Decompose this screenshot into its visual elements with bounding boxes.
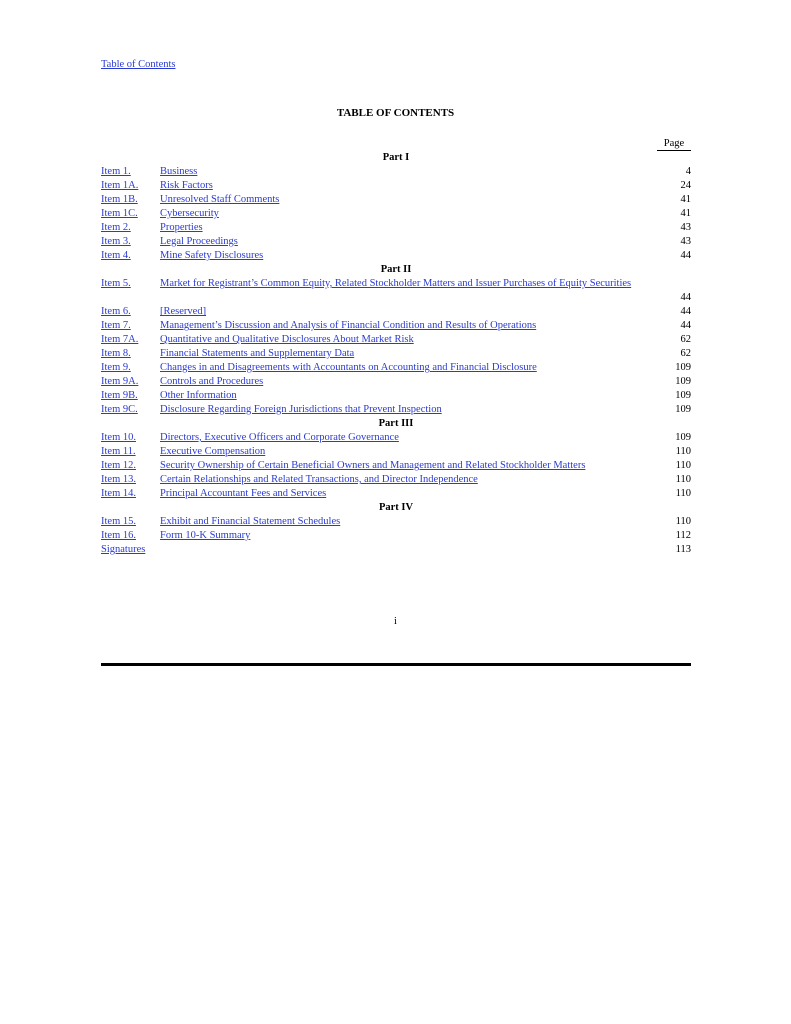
toc-item-title-link[interactable]: Market for Registrant’s Common Equity, Related Stockholder Matters and Issuer Purchases of Equity Securities — [160, 278, 632, 289]
toc-item-number-link[interactable]: Item 9B. — [101, 390, 138, 401]
toc-page-number: 41 — [680, 208, 691, 219]
toc-row — [101, 389, 691, 403]
part-heading: Part III — [378, 418, 414, 429]
toc-row — [101, 333, 691, 347]
toc-item-number-link[interactable]: Item 1C. — [101, 208, 138, 219]
toc-row — [101, 487, 691, 501]
toc-item-title-link[interactable]: Principal Accountant Fees and Services — [160, 488, 327, 499]
toc-item-number-link[interactable]: Item 15. — [101, 516, 136, 527]
toc-item-title-link[interactable]: [Reserved] — [160, 306, 207, 317]
part-heading: Part IV — [378, 502, 414, 513]
toc-row — [101, 473, 691, 487]
toc-page-number: 109 — [675, 362, 691, 373]
toc-page-number: 110 — [675, 516, 691, 527]
toc-row — [101, 459, 691, 473]
toc-list — [101, 151, 691, 557]
toc-row — [101, 515, 691, 529]
toc-item-number-link[interactable]: Item 4. — [101, 250, 131, 261]
toc-page-number: 110 — [675, 488, 691, 499]
toc-row — [101, 347, 691, 361]
toc-row — [101, 249, 691, 263]
toc-item-title-link[interactable]: Executive Compensation — [160, 446, 266, 457]
toc-item-number-link[interactable]: Item 14. — [101, 488, 136, 499]
toc-item-title-link[interactable]: Disclosure Regarding Foreign Jurisdictions that Prevent Inspection — [160, 404, 442, 415]
toc-item-number-link[interactable]: Item 9A. — [101, 376, 139, 387]
toc-row — [101, 431, 691, 445]
toc-row — [101, 179, 691, 193]
toc-item-title-link[interactable]: Other Information — [160, 390, 237, 401]
toc-item-title-link[interactable]: Financial Statements and Supplementary Data — [160, 348, 355, 359]
toc-row — [101, 235, 691, 249]
toc-page-number: 109 — [675, 376, 691, 387]
toc-item-number-link[interactable]: Item 2. — [101, 222, 131, 233]
toc-item-number-link[interactable]: Item 7A. — [101, 334, 139, 345]
page-number: i — [394, 616, 397, 627]
toc-item-title-link[interactable]: Mine Safety Disclosures — [160, 250, 264, 261]
toc-item-title-link[interactable]: Form 10-K Summary — [160, 530, 251, 541]
table-of-contents-link[interactable]: Table of Contents — [101, 59, 176, 70]
toc-item-number-link[interactable]: Item 1B. — [101, 194, 138, 205]
toc-item-number-link[interactable]: Item 16. — [101, 530, 136, 541]
toc-item-title-link[interactable]: Quantitative and Qualitative Disclosures About Market Risk — [160, 334, 414, 345]
toc-page-number: 110 — [675, 446, 691, 457]
toc-item-number-link[interactable]: Item 8. — [101, 348, 131, 359]
toc-item-title-link[interactable]: Changes in and Disagreements with Accountants on Accounting and Financial Disclosure — [160, 362, 537, 373]
page-column-header: Page — [657, 137, 691, 151]
toc-item-title-link[interactable]: Risk Factors — [160, 180, 213, 191]
toc-row — [101, 305, 691, 319]
toc-item-title-link[interactable]: Management’s Discussion and Analysis of Financial Condition and Results of Operations — [160, 320, 537, 331]
toc-item-number-link[interactable]: Item 1. — [101, 166, 131, 177]
toc-item-number-link[interactable]: Item 7. — [101, 320, 131, 331]
toc-item-title-link[interactable]: Properties — [160, 222, 203, 233]
toc-row — [101, 403, 691, 417]
toc-page-number: 44 — [680, 306, 691, 317]
toc-page-number: 62 — [680, 334, 691, 345]
toc-item-number-link[interactable]: Item 1A. — [101, 180, 139, 191]
toc-row — [101, 207, 691, 221]
toc-item-number-link[interactable]: Item 9C. — [101, 404, 138, 415]
toc-page-number: 62 — [680, 348, 691, 359]
toc-page-number: 109 — [675, 432, 691, 443]
toc-page-number: 44 — [680, 250, 691, 261]
toc-item-number-link[interactable]: Item 9. — [101, 362, 131, 373]
toc-row — [101, 529, 691, 543]
part-heading: Part I — [382, 152, 410, 163]
toc-item-title-link[interactable]: Certain Relationships and Related Transactions, and Director Independence — [160, 474, 478, 485]
page-title: TABLE OF CONTENTS — [336, 107, 455, 119]
toc-item-title-link[interactable]: Exhibit and Financial Statement Schedules — [160, 516, 341, 527]
toc-page-number: 109 — [675, 390, 691, 401]
toc-item-title-link[interactable]: Controls and Procedures — [160, 376, 264, 387]
toc-row — [101, 221, 691, 235]
toc-page-number: 24 — [680, 180, 691, 191]
toc-page-number: 112 — [675, 530, 691, 541]
toc-item-title-link[interactable]: Security Ownership of Certain Beneficial Owners and Management and Related Stockholder Matters — [160, 460, 586, 471]
toc-item-title-link[interactable]: Directors, Executive Officers and Corporate Governance — [160, 432, 399, 443]
toc-item-number-link[interactable]: Item 5. — [101, 278, 131, 289]
toc-item-number-link[interactable]: Item 6. — [101, 306, 131, 317]
toc-page-number: 113 — [675, 544, 691, 555]
toc-page-number: 44 — [680, 292, 691, 303]
toc-item-title-link[interactable]: Business — [160, 166, 198, 177]
toc-page-number: 109 — [675, 404, 691, 415]
part-heading: Part II — [380, 264, 412, 275]
toc-item-number-link[interactable]: Item 13. — [101, 474, 136, 485]
toc-page-number: 44 — [680, 320, 691, 331]
toc-item-title-link[interactable]: Legal Proceedings — [160, 236, 238, 247]
toc-row — [101, 277, 691, 305]
toc-item-number-link[interactable]: Item 3. — [101, 236, 131, 247]
toc-row — [101, 375, 691, 389]
toc-row — [101, 165, 691, 179]
toc-item-number-link[interactable]: Item 10. — [101, 432, 136, 443]
toc-page-number: 110 — [675, 474, 691, 485]
toc-page-number: 4 — [685, 166, 691, 177]
page-divider — [101, 663, 691, 666]
toc-row — [101, 193, 691, 207]
toc-item-title-link[interactable]: Unresolved Staff Comments — [160, 194, 280, 205]
toc-row — [101, 319, 691, 333]
toc-page-number: 110 — [675, 460, 691, 471]
toc-page-number: 43 — [680, 222, 691, 233]
toc-item-number-link[interactable]: Item 12. — [101, 460, 136, 471]
toc-item-title-link[interactable]: Cybersecurity — [160, 208, 219, 219]
toc-row — [101, 445, 691, 459]
toc-row — [101, 361, 691, 375]
toc-row — [101, 543, 691, 557]
toc-item-number-link[interactable]: Item 11. — [101, 446, 136, 457]
toc-item-number-link[interactable]: Signatures — [101, 544, 146, 555]
toc-page-number: 41 — [680, 194, 691, 205]
toc-page-number: 43 — [680, 236, 691, 247]
